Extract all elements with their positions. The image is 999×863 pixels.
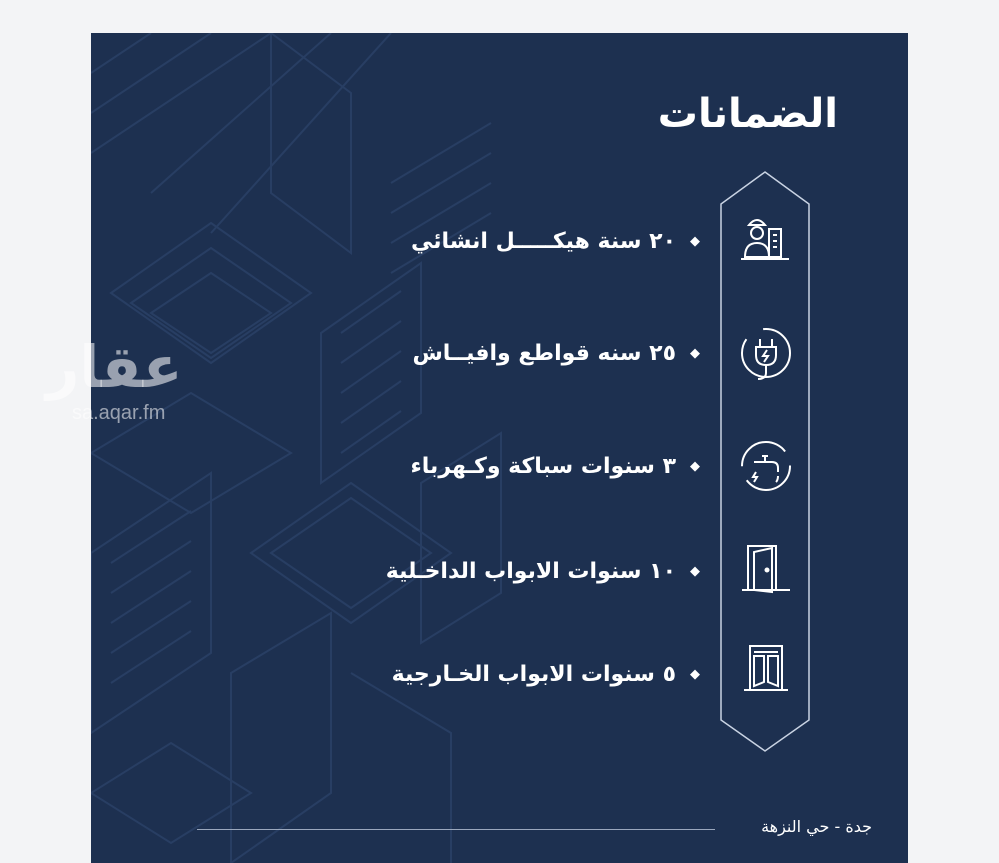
guarantee-item-interior-doors	[386, 559, 700, 584]
watermark-url: sa.aqar.fm	[72, 402, 166, 424]
page-title: الضمانات	[657, 91, 838, 137]
guarantee-label: ٥ سنوات الابواب الخـارجية	[391, 662, 676, 687]
bullet-icon: ◆	[690, 667, 700, 682]
exterior-double-door-icon	[736, 638, 796, 698]
guarantee-label: ٢٠ سنة هيكـــــل انشائي	[410, 229, 676, 254]
guarantee-label: ٢٥ سنه قواطع وافيــاش	[412, 341, 676, 366]
electric-plug-icon	[736, 323, 796, 383]
engineer-building-icon	[735, 211, 795, 271]
guarantee-item-exterior-doors	[392, 662, 700, 687]
guarantee-label: ٣ سنوات سباكة وكـهرباء	[410, 454, 676, 479]
guarantees-card	[91, 33, 908, 863]
guarantee-label: ١٠ سنوات الابواب الداخـلية	[385, 559, 676, 584]
bullet-icon: ◆	[690, 234, 700, 249]
bullet-icon: ◆	[690, 564, 700, 579]
bullet-icon: ◆	[690, 459, 700, 474]
guarantee-item-plumbing	[411, 454, 700, 479]
guarantee-item-switches	[412, 341, 700, 366]
geometric-pattern-decoration	[91, 33, 511, 863]
faucet-electric-icon	[736, 436, 796, 496]
watermark-logo: عقار	[46, 333, 183, 401]
guarantee-item-structure	[411, 229, 700, 254]
location-label: جدة - حي النزهة	[761, 817, 872, 836]
bullet-icon: ◆	[690, 346, 700, 361]
interior-door-icon	[736, 538, 796, 598]
footer-divider	[197, 829, 715, 830]
